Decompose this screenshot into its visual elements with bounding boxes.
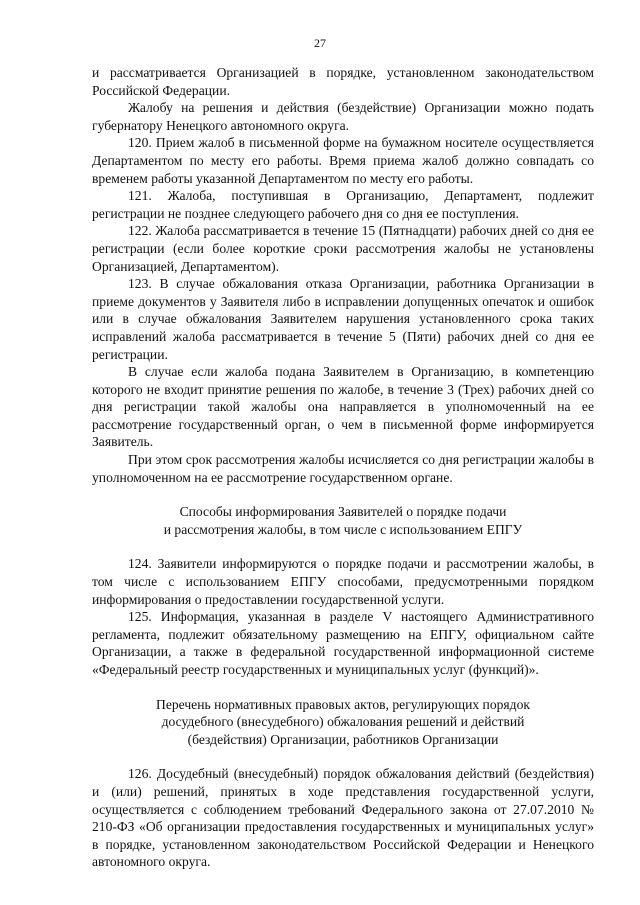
spacer [92,486,594,503]
paragraph-120: 120. Прием жалоб в письменной форме на бумажном носителе осуществляется Департаментом по месту его работы. Время приема жалоб должно совпадать со временем работы указанной Департаментом по месту его работы. [92,135,594,186]
spacer [92,538,594,555]
spacer [92,748,594,765]
section-heading-2-line-3: (бездействия) Организации, работников Организации [187,731,499,747]
section-heading-1-line-1: Способы информирования Заявителей о порядке подачи [179,504,507,520]
page-content [92,64,594,871]
spacer [92,679,594,696]
paragraph-case: В случае если жалоба подана Заявителем в Организацию, в компетенцию которого не входит принятие решения по жалобе, в течение 3 (Трех) рабочих дней со дня регистрации такой жалобы она направляется в уполномоченный на ее рассмотрение государственный орган, о чем в письменной форме информируется Заявитель. [92,364,594,450]
paragraph-123: 123. В случае обжалования отказа Организации, работника Организации в приеме документов у Заявителя либо в исправлении допущенных опечаток и ошибок или в случае обжалования Заявителем нарушения установленного срока таких исправлений жалоба рассматривается в течение 5 (Пяти) рабочих дней со дня ее регистрации. [92,276,594,362]
section-heading-2 [92,696,594,749]
section-heading-1-line-2: и рассмотрения жалобы, в том числе с использованием ЕПГУ [163,521,523,537]
paragraph-122: 122. Жалоба рассматривается в течение 15 (Пятнадцати) рабочих дней со дня ее регистрации (если более короткие сроки рассмотрения жалобы не установлены Организацией, Департаментом). [92,223,594,274]
paragraph-121: 121. Жалоба, поступившая в Организацию, Департамент, подлежит регистрации не позднее следующего рабочего дня со дня ее поступления. [92,188,594,221]
section-heading-2-line-2: досудебного (внесудебного) обжалования решений и действий [161,714,525,730]
section-heading-2-line-1: Перечень нормативных правовых актов, регулирующих порядок [156,696,530,712]
page-number: 27 [314,36,326,50]
paragraph-term: При этом срок рассмотрения жалобы исчисляется со дня регистрации жалобы в уполномоченном на ее рассмотрение государственном органе. [92,452,594,485]
paragraph-125: 125. Информация, указанная в разделе V настоящего Административного регламента, подлежит обязательному размещению на ЕПГУ, официальном сайте Организации, а также в федеральной государственной информационной системе «Федеральный реестр государственных и муниципальных услуг (функций)». [92,609,594,677]
paragraph-124: 124. Заявители информируются о порядке подачи и рассмотрении жалобы, в том числе с использованием ЕПГУ способами, предусмотренными порядком информирования о предоставлении государственной услуги. [92,556,594,607]
paragraph-governor: Жалобу на решения и действия (бездействие) Организации можно подать губернатору Ненецкого автономного округа. [92,100,594,133]
paragraph-continuation: и рассматривается Организацией в порядке, установленном законодательством Российской Федерации. [92,65,594,98]
section-heading-1 [92,503,594,538]
paragraph-126: 126. Досудебный (внесудебный) порядок обжалования действий (бездействия) и (или) решений, принятых в ходе представления государственной услуги, осуществляется с соблюдением требований Федерального закона от 27.07.2010 № 210-ФЗ «Об организации предоставления государственных и муниципальных услуг» в порядке, установленном законодательством Российской Федерации и Ненецкого автономного округа. [92,766,594,870]
